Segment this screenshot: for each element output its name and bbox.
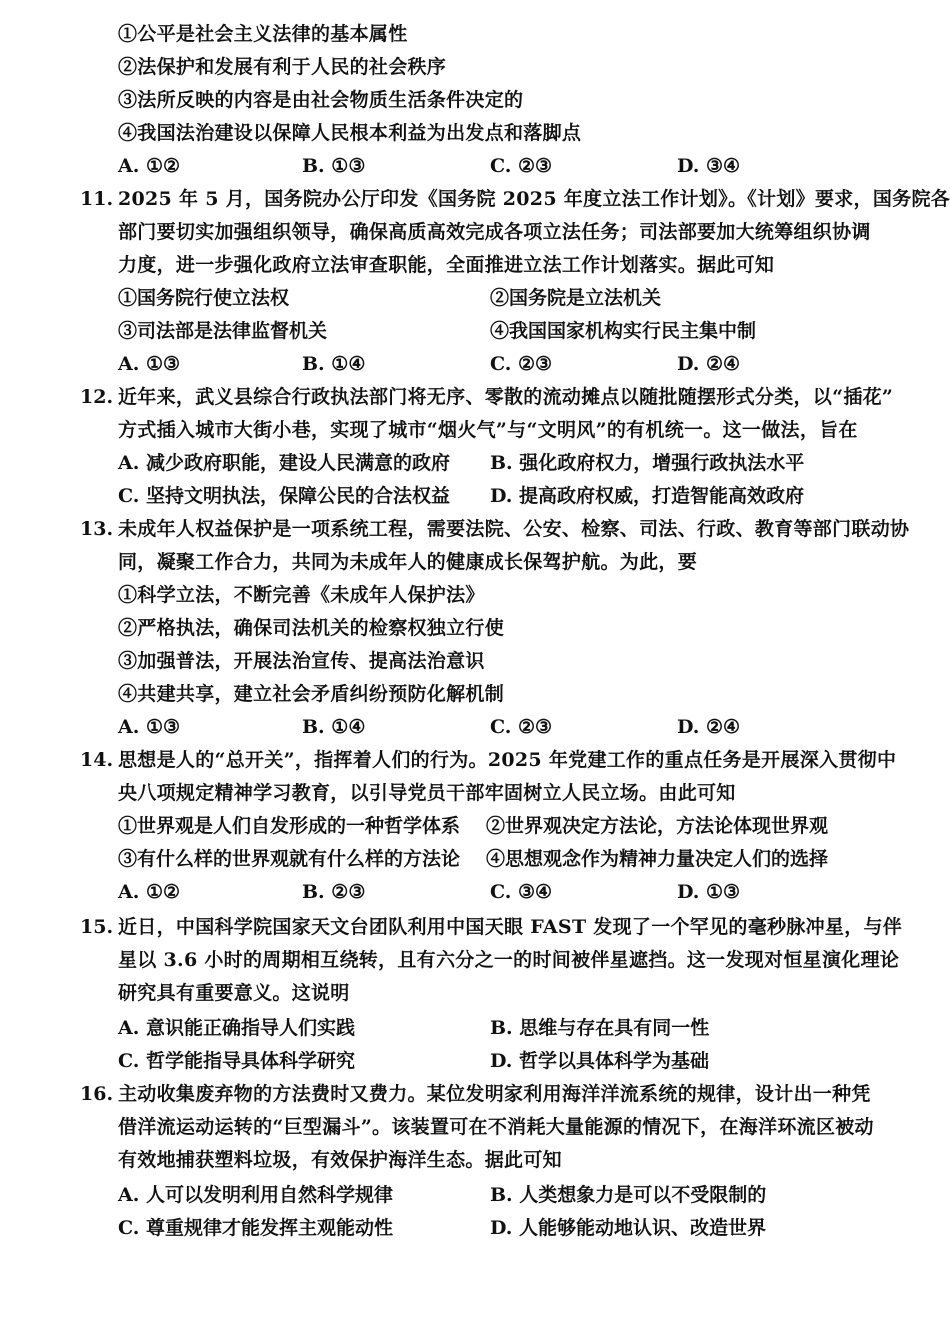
q14-option-a: A. ①②: [118, 881, 181, 903]
q10-option-b: B. ①③: [302, 155, 366, 177]
q13-option-d: D. ②④: [677, 716, 741, 738]
q12-number: 12.: [80, 386, 114, 408]
q16-stem-2: 借洋流运动运转的“巨型漏斗”。该装置可在不消耗大量能源的情况下，在海洋环流区被动: [118, 1116, 874, 1138]
q15-option-d: D. 哲学以具体科学为基础: [490, 1050, 710, 1072]
q12-option-b: B. 强化政府权力，增强行政执法水平: [490, 452, 805, 474]
q16-option-c: C. 尊重规律才能发挥主观能动性: [118, 1217, 394, 1239]
q13-option-b: B. ①④: [302, 716, 366, 738]
q16-stem-1: 主动收集废弃物的方法费时又费力。某位发明家利用海洋洋流系统的规律，设计出一种凭: [118, 1083, 871, 1105]
q16-option-d: D. 人能够能动地认识、改造世界: [490, 1217, 767, 1239]
q12-option-a: A. 减少政府职能，建设人民满意的政府: [118, 452, 450, 474]
q13-stem-1: 未成年人权益保护是一项系统工程，需要法院、公安、检察、司法、行政、教育等部门联动协: [118, 518, 910, 540]
q15-option-c: C. 哲学能指导具体科学研究: [118, 1050, 356, 1072]
q11-stem-2: 部门要切实加强组织领导，确保高质高效完成各项立法任务；司法部要加大统筹组织协调: [118, 221, 871, 243]
q15-stem-3: 研究具有重要意义。这说明: [118, 982, 350, 1004]
q11-item-1: ①国务院行使立法权: [118, 287, 290, 309]
q14-stem-1: 思想是人的“总开关”，指挥着人们的行为。2025 年党建工作的重点任务是开展深入贯彻中: [118, 749, 897, 771]
q13-option-c: C. ②③: [490, 716, 553, 738]
q11-item-2: ②国务院是立法机关: [490, 287, 662, 309]
q11-item-4: ④我国国家机构实行民主集中制: [490, 320, 757, 342]
q15-number: 15.: [80, 916, 114, 938]
q16-stem-3: 有效地捕获塑料垃圾，有效保护海洋生态。据此可知: [118, 1149, 562, 1171]
q13-item-4: ④共建共享，建立社会矛盾纠纷预防化解机制: [118, 683, 505, 705]
q15-stem-2: 星以 3.6 小时的周期相互绕转，且有六分之一的时间被伴星遮挡。这一发现对恒星演化理论: [118, 949, 900, 971]
q14-stem-2: 央八项规定精神学习教育，以引导党员干部牢固树立人民立场。由此可知: [118, 782, 736, 804]
q10-item-1: ①公平是社会主义法律的基本属性: [118, 23, 408, 45]
q10-item-3: ③法所反映的内容是由社会物质生活条件决定的: [118, 89, 524, 111]
q15-option-a: A. 意识能正确指导人们实践: [118, 1017, 355, 1039]
q11-option-b: B. ①④: [302, 353, 366, 375]
q16-option-b: B. 人类想象力是可以不受限制的: [490, 1184, 767, 1206]
q11-option-c: C. ②③: [490, 353, 553, 375]
q13-item-2: ②严格执法，确保司法机关的检察权独立行使: [118, 617, 505, 639]
q11-number: 11.: [80, 188, 114, 210]
q14-option-b: B. ②③: [302, 881, 366, 903]
q11-stem-1: 2025 年 5 月，国务院办公厅印发《国务院 2025 年度立法工作计划》。《计划》要求，国务院各: [118, 188, 950, 210]
q16-number: 16.: [80, 1083, 114, 1105]
q14-item-4: ④思想观念作为精神力量决定人们的选择: [486, 848, 829, 870]
q12-option-d: D. 提高政府权威，打造智能高效政府: [490, 485, 805, 507]
q12-stem-2: 方式插入城市大街小巷，实现了城市“烟火气”与“文明风”的有机统一。这一做法，旨在: [118, 419, 858, 441]
q11-stem-3: 力度，进一步强化政府立法审查职能，全面推进立法工作计划落实。据此可知: [118, 254, 775, 276]
q11-item-3: ③司法部是法律监督机关: [118, 320, 328, 342]
q10-item-4: ④我国法治建设以保障人民根本利益为出发点和落脚点: [118, 122, 582, 144]
q15-stem-1: 近日，中国科学院国家天文台团队利用中国天眼 FAST 发现了一个罕见的毫秒脉冲星，与伴: [118, 916, 903, 938]
q14-option-c: C. ③④: [490, 881, 553, 903]
q13-stem-2: 同，凝聚工作合力，共同为未成年人的健康成长保驾护航。为此，要: [118, 551, 698, 573]
q12-stem-1: 近年来，武义县综合行政执法部门将无序、零散的流动摊点以随批随摆形式分类，以“插花”: [118, 386, 894, 408]
q11-option-a: A. ①③: [118, 353, 181, 375]
q10-option-c: C. ②③: [490, 155, 553, 177]
q14-item-3: ③有什么样的世界观就有什么样的方法论: [118, 848, 461, 870]
q14-item-1: ①世界观是人们自发形成的一种哲学体系: [118, 815, 461, 837]
q10-option-d: D. ③④: [677, 155, 741, 177]
q14-item-2: ②世界观决定方法论，方法论体现世界观: [486, 815, 829, 837]
q15-option-b: B. 思维与存在具有同一性: [490, 1017, 710, 1039]
q16-option-a: A. 人可以发明利用自然科学规律: [118, 1184, 393, 1206]
q11-option-d: D. ②④: [677, 353, 741, 375]
q10-option-a: A. ①②: [118, 155, 181, 177]
q13-item-3: ③加强普法，开展法治宣传、提高法治意识: [118, 650, 485, 672]
q12-option-c: C. 坚持文明执法，保障公民的合法权益: [118, 485, 451, 507]
q13-item-1: ①科学立法，不断完善《未成年人保护法》: [118, 584, 485, 606]
q13-number: 13.: [80, 518, 114, 540]
q14-option-d: D. ①③: [677, 881, 741, 903]
q10-item-2: ②法保护和发展有利于人民的社会秩序: [118, 56, 447, 78]
q13-option-a: A. ①③: [118, 716, 181, 738]
q14-number: 14.: [80, 749, 114, 771]
